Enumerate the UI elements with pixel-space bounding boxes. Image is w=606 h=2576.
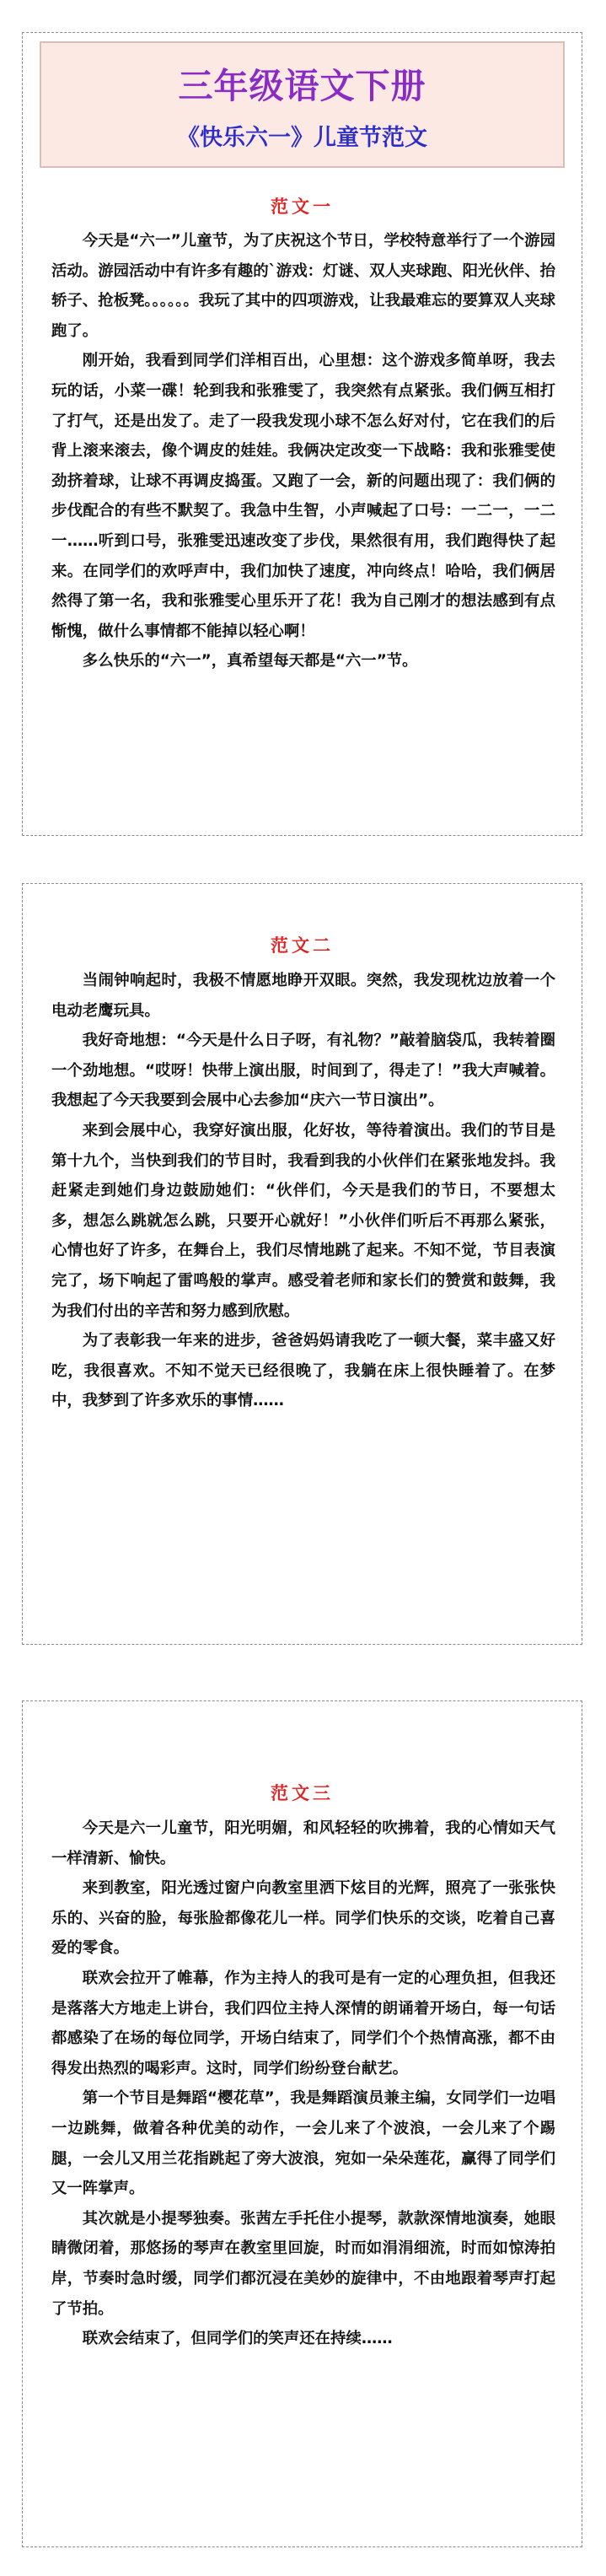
- essay-1-paragraph: 多么快乐的“六一”，真希望每天都是“六一”节。: [82, 652, 418, 671]
- essay-3-paragraph: 第一个节目是舞蹈“樱花草”，我是舞蹈演员兼主编，女同学们一边唱一边跳舞，做着各种优美的动作，一会儿来了个波浪，一会儿来了个踢腿，一会儿又用兰花指跳起了旁大波浪，宛如一朵朵莲花，赢得了同学们又一阵掌声。: [51, 2089, 555, 2198]
- essay-2-title: 范文二: [271, 935, 334, 956]
- essay-3-paragraph: 其次就是小提琴独奏。张茜左手托住小提琴，款款深情地演奏，她眼睛微闭着，那悠扬的琴声在教室里回旋，时而如涓涓细流，时而如惊涛拍岸，节奏时急时缓，同学们都沉浸在美妙的旋律中，不由地跟着琴声打起了节拍。: [51, 2209, 555, 2318]
- essay-1-body: [51, 226, 555, 676]
- essay-1-title: 范文一: [271, 197, 334, 217]
- essay-3-paragraph: 联欢会结束了，但同学们的笑声还在持续……: [82, 2330, 393, 2348]
- essay-2-body: [51, 966, 555, 1416]
- essay-3-title: 范文三: [271, 1783, 334, 1803]
- essay-card-3: [22, 1700, 582, 2547]
- essay-3-body: [51, 1813, 555, 2354]
- essay-2-paragraph: 来到会展中心，我穿好演出服，化好妆，等待着演出。我们的节目是第十九个，当快到我们的节目时，我看到我的小伙伴们在紧张地发抖。我赶紧走到她们身边鼓励她们：“伙伴们，今天是我们的节日，不要想太多，想怎么跳就怎么跳，只要开心就好！”小伙伴们听后不再那么紧张，心情也好了许多，在舞台上，我们尽情地跳了起来。不知不觉，节目表演完了，场下响起了雷鸣般的掌声。感受着老师和家长们的赞赏和鼓舞，我为我们付出的辛苦和努力感到欣慰。: [51, 1121, 555, 1320]
- essay-3-paragraph: 今天是六一儿童节，阳光明媚，和风轻轻的吹拂着，我的心情如天气一样清新、愉快。: [51, 1819, 555, 1867]
- essay-1-paragraph: 今天是“六一”儿童节，为了庆祝这个节日，学校特意举行了一个游园活动。游园活动中有许多有趣的`游戏：灯谜、双人夹球跑、阳光伙伴、抬轿子、抢板凳。。。。。。我玩了其中的四项游戏，让我最难忘的要算双人夹球跑了。: [51, 232, 555, 340]
- page-subtitle: 《快乐六一》儿童节范文: [177, 125, 427, 151]
- essay-3-paragraph: 来到教室，阳光透过窗户向教室里洒下炫目的光辉，照亮了一张张快乐的、兴奋的脸，每张脸都像花儿一样。同学们快乐的交谈，吃着自己喜爱的零食。: [51, 1879, 555, 1958]
- essay-card-1: [22, 32, 582, 836]
- essay-2-paragraph: 我好奇地想：“今天是什么日子呀，有礼物？”敲着脑袋瓜，我转着圈一个劲地想。“哎呀！快带上演出服，时间到了，得走了！”我大声喊着。我想起了今天我要到会展中心去参加“庆六一节日演出”。: [51, 1032, 555, 1110]
- title-banner: [40, 41, 565, 168]
- essay-3-paragraph: 联欢会拉开了帷幕，作为主持人的我可是有一定的心理负担，但我还是落落大方地走上讲台，我们四位主持人深情的朗诵着开场白，每一句话都感染了在场的每位同学，开场白结束了，同学们个个热情高涨，都不由得发出热烈的喝彩声。这时，同学们纷纷登台献艺。: [51, 1969, 555, 2078]
- page-title: 三年级语文下册: [178, 66, 426, 106]
- essay-2-paragraph: 当闹钟响起时，我极不情愿地睁开双眼。突然，我发现枕边放着一个电动老鹰玩具。: [51, 972, 555, 1020]
- essay-2-paragraph: 为了表彰我一年来的进步，爸爸妈妈请我吃了一顿大餐，菜丰盛又好吃，我很喜欢。不知不觉天已经很晚了，我躺在床上很快睡着了。在梦中，我梦到了许多欢乐的事情……: [51, 1332, 555, 1410]
- essay-card-2: [22, 883, 582, 1645]
- essay-1-paragraph: 刚开始，我看到同学们洋相百出，心里想：这个游戏多简单呀，我去玩的话，小菜一碟！轮到我和张雅雯了，我突然有点紧张。我们俩互相打了打气，还是出发了。走了一段我发现小球不怎么好对付，它在我们的后背上滚来滚去，像个调皮的娃娃。我俩决定改变一下战略：我和张雅雯使劲挤着球，让球不再调皮捣蛋。又跑了一会，新的问题出现了：我们俩的步伐配合的有些不默契了。我急中生智，小声喊起了口号：一二一，一二一……听到口号，张雅雯迅速改变了步伐，果然很有用，我们跑得快了起来。在同学们的欢呼声中，我们加快了速度，冲向终点！哈哈，我们俩居然得了第一名，我和张雅雯心里乐开了花！我为自己刚才的想法感到有点惭愧，做什么事情都不能掉以轻心啊！: [51, 352, 555, 640]
